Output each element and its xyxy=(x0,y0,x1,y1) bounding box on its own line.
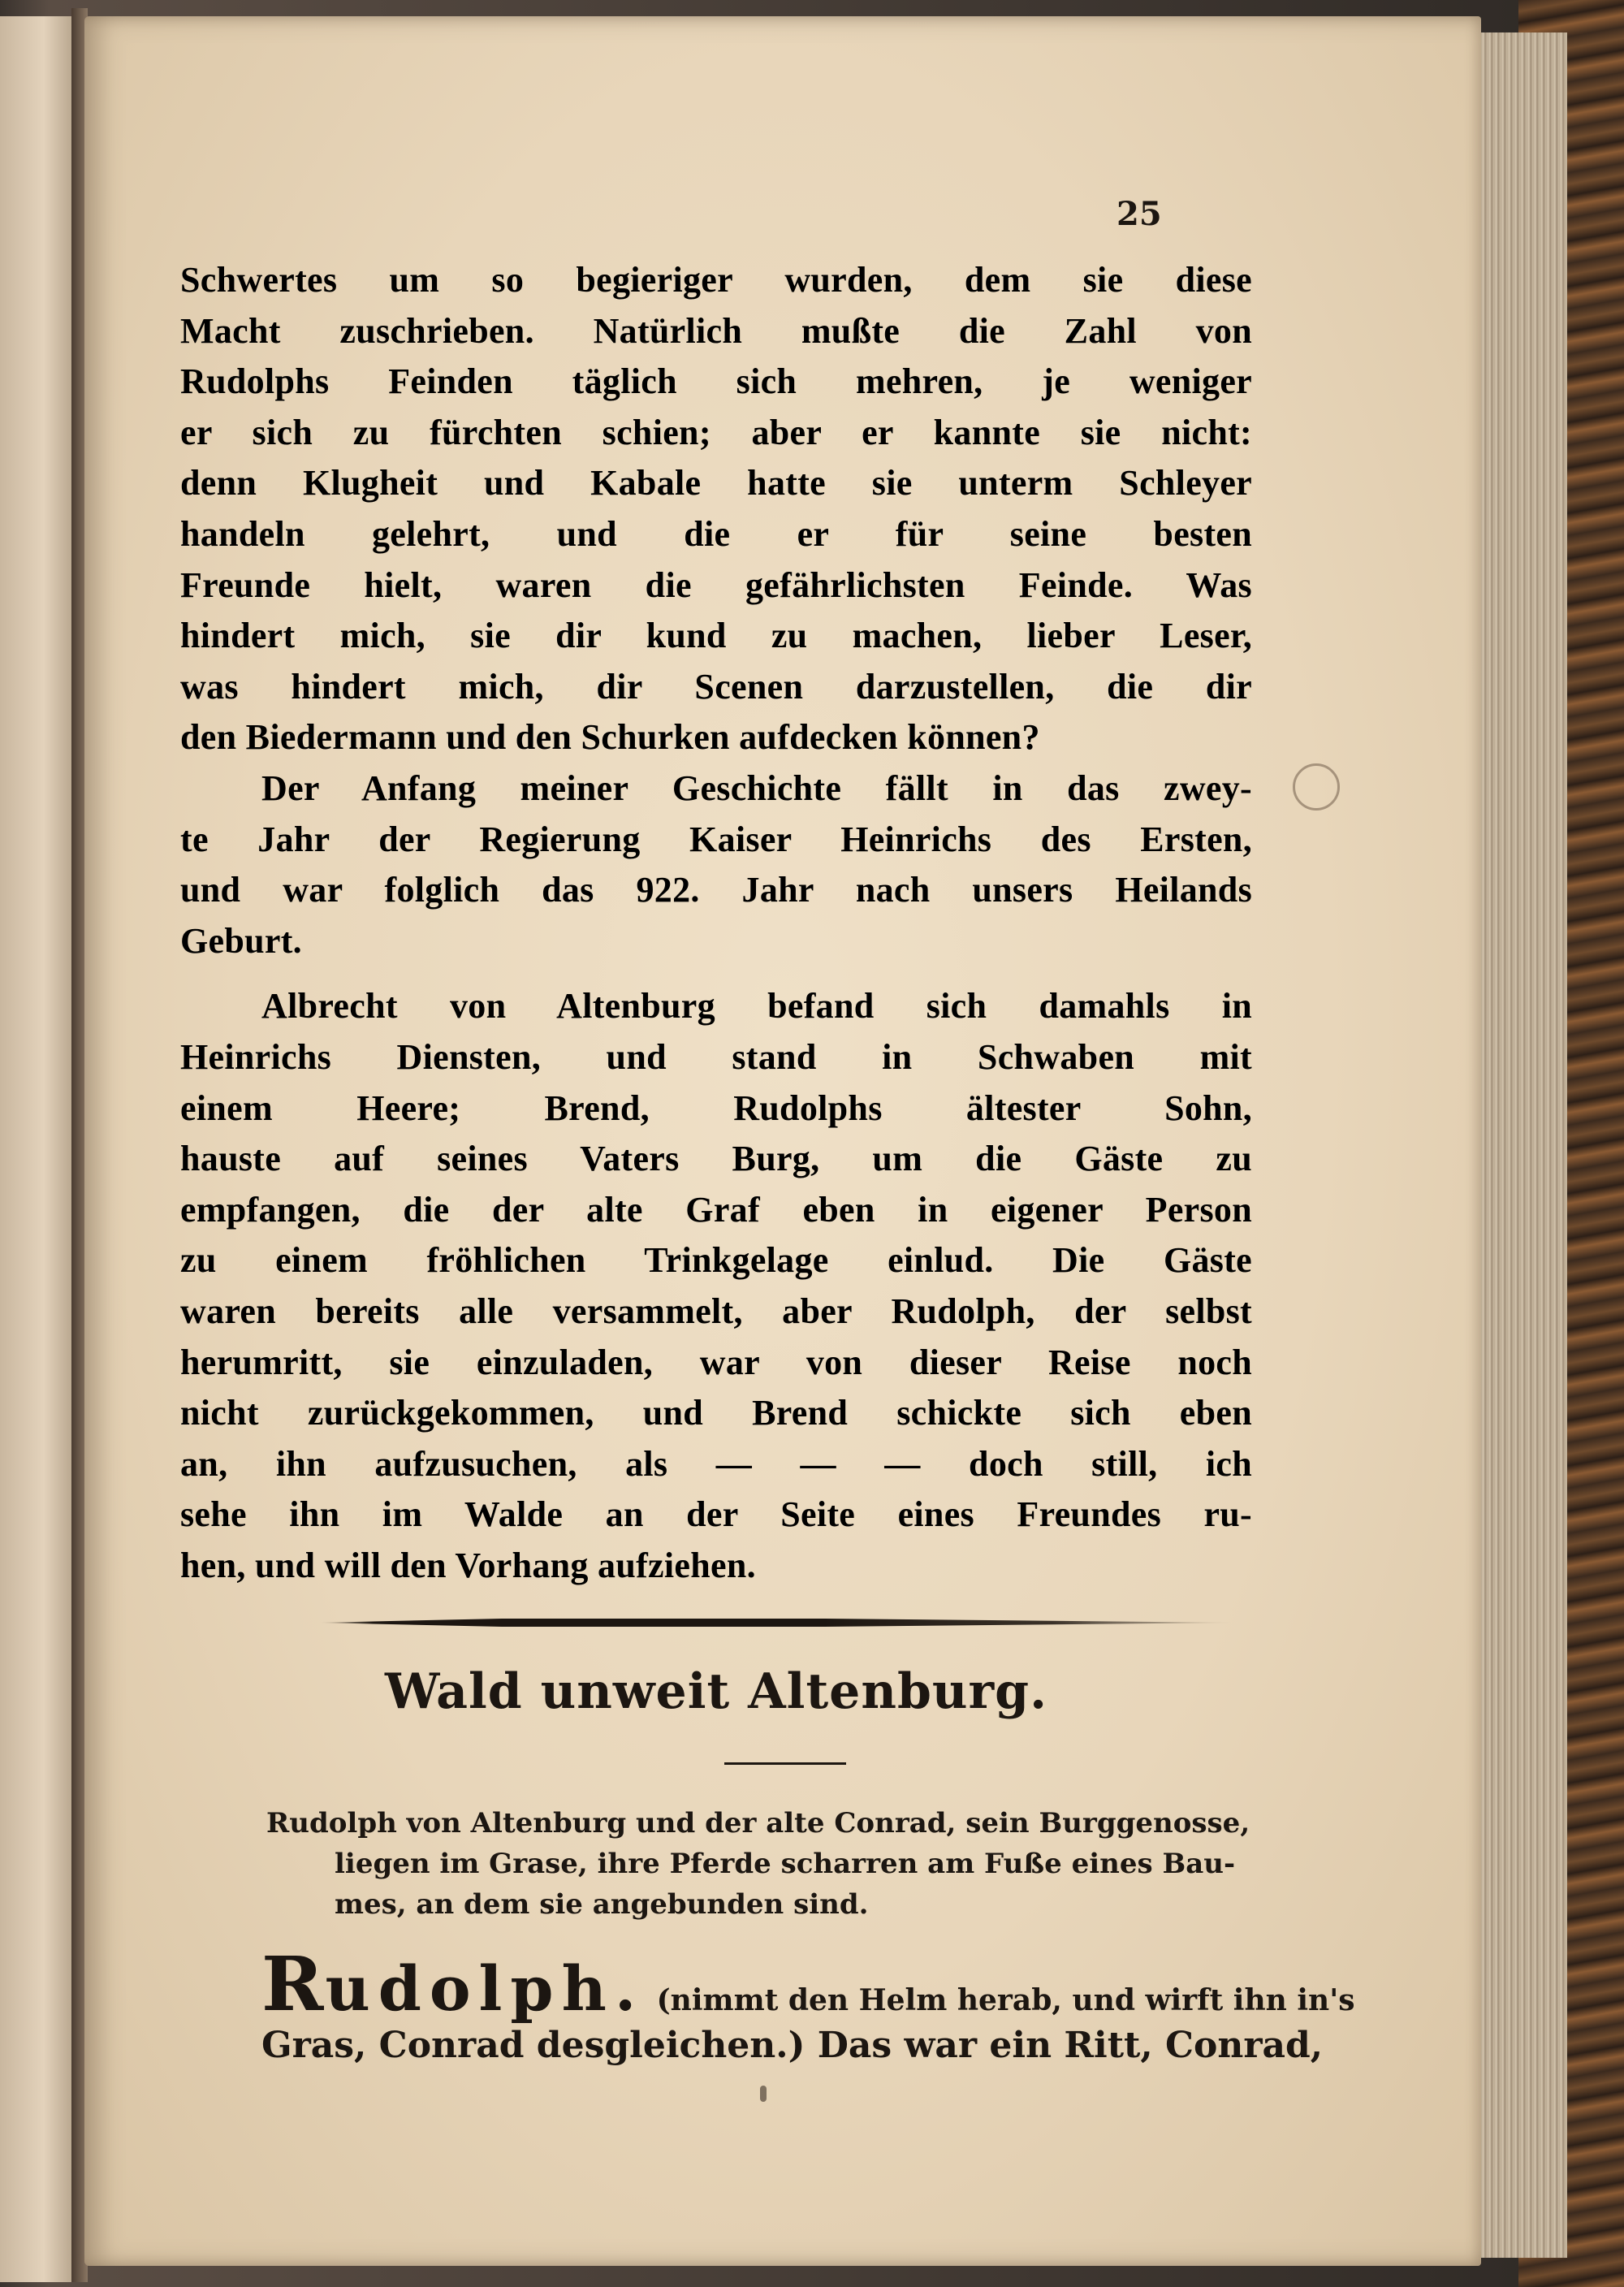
body-line: was hindert mich, dir Scenen darzustellen, die dir xyxy=(180,666,1252,707)
body-line: Rudolphs Feinden täglich sich mehren, je weniger xyxy=(180,361,1252,402)
body-line: Der Anfang meiner Geschichte fällt in das zwey- xyxy=(261,768,1252,808)
stage-direction-line: mes, an dem sie angebunden sind. xyxy=(335,1888,869,1921)
body-line: sehe ihn im Walde an der Seite eines Freundes ru- xyxy=(180,1494,1252,1535)
speaker-name xyxy=(261,1940,645,2028)
stage-direction-line: liegen im Grase, ihre Pferde scharren am Fuße eines Bau- xyxy=(335,1848,1236,1880)
margin-mark xyxy=(1293,763,1340,811)
body-line: te Jahr der Regierung Kaiser Heinrichs des Ersten, xyxy=(180,819,1252,859)
stage-direction-line: Rudolph von Altenburg und der alte Conrad, sein Burggenosse, xyxy=(266,1807,1250,1840)
body-line: an, ihn aufzusuchen, als — — — doch still, ich xyxy=(180,1443,1252,1484)
body-line: herumritt, sie einzuladen, war von dieser Reise noch xyxy=(180,1342,1252,1382)
speaker-initial: R xyxy=(261,1940,326,2028)
speaker-direction: (nimmt den Helm herab, und wirft ihn in's xyxy=(656,1983,1355,2017)
speaker-line xyxy=(261,1940,1355,2028)
body-line: hindert mich, sie dir kund zu machen, lieber Leser, xyxy=(180,616,1252,656)
body-line: zu einem fröhlichen Trinkgelage einlud. Die Gäste xyxy=(180,1240,1252,1281)
body-line: Macht zuschrieben. Natürlich mußte die Zahl von xyxy=(180,310,1252,351)
dialogue-line: Gras, Conrad desgleichen.) Das war ein Ritt, Conrad, xyxy=(261,2025,1324,2066)
page-number: 25 xyxy=(1116,195,1162,233)
left-page-edge xyxy=(0,16,76,2282)
body-line: und war folglich das 922. Jahr nach unsers Heilands xyxy=(180,870,1252,910)
ink-smudge xyxy=(760,2086,767,2102)
body-line: waren bereits alle versammelt, aber Rudolph, der selbst xyxy=(180,1291,1252,1331)
body-line: handeln gelehrt, und die er für seine besten xyxy=(180,514,1252,554)
scene-heading: Wald unweit Altenburg. xyxy=(384,1663,1048,1720)
body-line: Geburt. xyxy=(180,920,302,961)
body-line: er sich zu fürchten schien; aber er kannte sie nicht: xyxy=(180,412,1252,452)
body-line: den Biedermann und den Schurken aufdecken können? xyxy=(180,717,1040,758)
body-line: denn Klugheit und Kabale hatte sie unterm Schleyer xyxy=(180,463,1252,504)
speaker-name-rest: udolph. xyxy=(325,1952,645,2025)
body-line: einem Heere; Brend, Rudolphs ältester Sohn, xyxy=(180,1087,1252,1128)
body-line: Schwertes um so begieriger wurden, dem sie diese xyxy=(180,260,1252,300)
body-line: hauste auf seines Vaters Burg, um die Gäste zu xyxy=(180,1139,1252,1179)
body-line: hen, und will den Vorhang aufziehen. xyxy=(180,1546,756,1585)
body-line: Albrecht von Altenburg befand sich damahls in xyxy=(261,986,1252,1027)
body-line: nicht zurückgekommen, und Brend schickte sich eben xyxy=(180,1393,1252,1433)
body-line: empfangen, die der alte Graf eben in eigener Person xyxy=(180,1189,1252,1230)
heading-underline xyxy=(724,1762,846,1765)
body-line: Heinrichs Diensten, und stand in Schwaben mit xyxy=(180,1037,1252,1077)
body-line: Freunde hielt, waren die gefährlichsten Feinde. Was xyxy=(180,564,1252,605)
